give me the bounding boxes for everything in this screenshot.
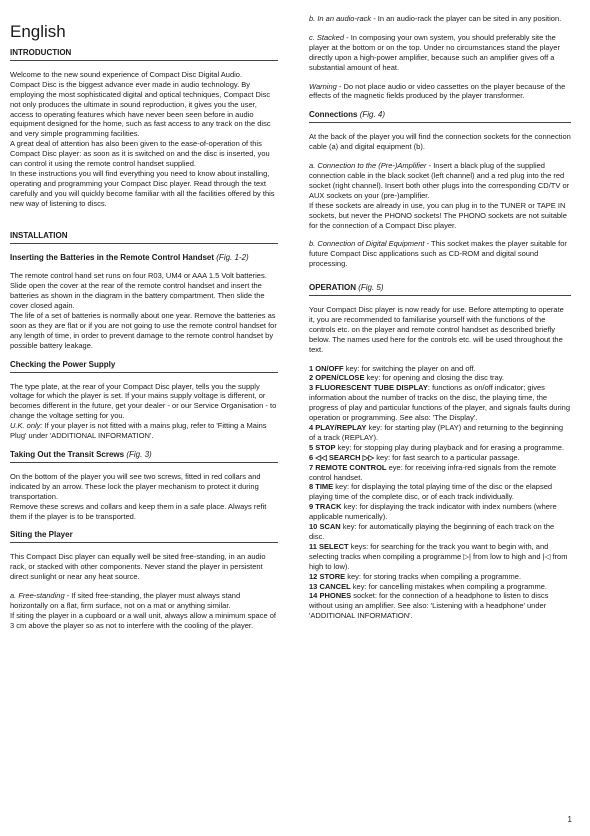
- heading-rule: [309, 122, 571, 123]
- intro-paragraph-4: In these instructions you will find everything you need to know about installing, operating and programming your Compact Disc player. Read through the text carefully and you will quickly become familiar with all the facilities offered by this new way of listening to discs.: [10, 168, 275, 208]
- batteries-paragraph-2: Slide open the cover at the rear of the remote control handset and insert the batteries as shown in the diagram in the battery compartment. Then slide the cover closed again.: [10, 281, 265, 311]
- control-item: [309, 423, 571, 443]
- warning-text: - Do not place audio or video cassettes on the player because of the effects of the magnetic fields produced by the player transformer.: [309, 81, 566, 101]
- control-description: key: for opening and closing the disc tray.: [364, 373, 504, 383]
- control-name: [309, 502, 342, 511]
- operation-heading: [309, 283, 571, 293]
- language-title: English: [10, 22, 66, 41]
- batteries-fig-ref: (Fig. 1-2): [216, 252, 249, 262]
- control-description: key: for starting play (PLAY) and returning to the beginning of a track (REPLAY).: [309, 423, 564, 442]
- control-label: TIME: [315, 482, 334, 492]
- control-description: socket: for the connection of a headphone to listen to discs without using an amplifier. See also: 'Listening with a headphone' under 'ADDITIONAL INFORMATION'.: [309, 591, 549, 621]
- control-number: 8: [309, 482, 314, 492]
- transit-screws-heading: [10, 450, 278, 460]
- free-standing-text: - If sited free-standing, the player must always stand horizontally on a flat, firm surface, not on a mat or anything similar.: [10, 591, 241, 610]
- stacked-label: c. Stacked: [309, 32, 345, 42]
- control-name: [309, 572, 345, 581]
- audio-rack-text: - In an audio-rack the player can be sited in any position.: [371, 14, 562, 23]
- control-name: [309, 423, 366, 432]
- control-item: [309, 443, 571, 453]
- right-column: [309, 14, 571, 621]
- control-number: 11: [309, 541, 317, 551]
- control-number: 4: [309, 423, 314, 432]
- page-number: 1: [567, 815, 572, 824]
- control-description: key: for automatically playing the beginning of each track on the disc.: [309, 522, 555, 541]
- control-description: key: for displaying the track indicator with index numbers (where applicable numerically).: [309, 502, 557, 522]
- control-number: 10: [309, 522, 318, 532]
- control-number: 12: [309, 571, 318, 581]
- control-name: [309, 373, 364, 382]
- heading-rule: [10, 372, 278, 373]
- control-number: 6: [309, 452, 314, 462]
- control-description: key: for fast search to a particular passage.: [374, 452, 520, 462]
- batteries-heading-text: Inserting the Batteries in the Remote Control Handset: [10, 252, 215, 262]
- digital-connection-paragraph: [309, 239, 571, 269]
- operation-fig-ref: (Fig. 5): [358, 283, 384, 293]
- power-paragraph-1: The type plate, at the rear of your Compact Disc player, tells you the supply voltage for which the player is set. If your mains supply voltage is different, or becomes different in the future, get your dealer - or our Service Organisation - to change the voltage setting for you.: [10, 381, 277, 421]
- power-supply-heading: Checking the Power Supply: [10, 359, 116, 369]
- control-label: OPEN/CLOSE: [315, 373, 365, 383]
- siting-cupboard-paragraph: If siting the player in a cupboard or a wall unit, always allow a minimum space of 3 cm above the player so as not to interfere with the cooling of the player.: [10, 610, 276, 630]
- amplifier-connection-paragraph-2: If these sockets are already in use, you can plug in to the TUNER or TAPE IN sockets, but never the PHONO sockets! The PHONO sockets are not suitable for the connection of a Compact Disc player.: [309, 200, 567, 230]
- control-label: TRACK: [315, 502, 342, 512]
- stacked-paragraph: [309, 33, 571, 73]
- warning-paragraph: [309, 82, 571, 102]
- batteries-heading: [10, 253, 278, 263]
- control-number: 9: [309, 502, 314, 512]
- control-description: key: for cancelling mistakes when compiling a programme.: [350, 581, 548, 591]
- control-label: STOP: [315, 442, 336, 452]
- transit-paragraph-1: On the bottom of the player you will see two screws, fitted in red collars and indicated by an arrow. These lock the player mechanism to protect it during transportation.: [10, 471, 261, 501]
- digital-connection-label: b. Connection of Digital Equipment: [309, 239, 425, 249]
- uk-only-label: U.K. only:: [10, 421, 43, 431]
- free-standing-label: a. Free-standing: [10, 591, 65, 601]
- power-uk-paragraph: [10, 421, 278, 441]
- control-label: SELECT: [319, 541, 349, 551]
- control-label: PHONES: [319, 591, 352, 601]
- stacked-text: - In composing your own system, you should preferably site the player at the bottom or on the top. Under no circumstances stand the player directly upon a high-power amplifier, because such an amplifier gives off a substantial amount of heat.: [309, 32, 560, 72]
- intro-paragraph-1: Welcome to the new sound experience of Compact Disc Digital Audio.: [10, 69, 243, 79]
- control-item: [309, 542, 571, 572]
- left-column: [10, 14, 278, 631]
- audio-rack-label: b. In an audio-rack: [309, 14, 372, 23]
- control-label: REMOTE CONTROL: [315, 462, 387, 472]
- control-description: keys: for searching for the track you want to begin with, and selecting tracks when compiling a programme ▷| from low to high and |◁ from high to low).: [309, 541, 568, 571]
- siting-paragraph-1: This Compact Disc player can equally well be sited free-standing, in an audio rack, or stacked with other components. Never stand the player in persistent direct sunlight or near any heat source.: [10, 552, 266, 582]
- control-number: 2: [309, 373, 314, 383]
- warning-label: Warning: [309, 81, 337, 91]
- transit-paragraph-2: Remove these screws and collars and keep them in a safe place. Always refit them if the player is to be transported.: [10, 501, 267, 521]
- control-description: key: for stopping play during playback and for erasing a programme.: [335, 442, 565, 452]
- heading-rule: [309, 295, 571, 296]
- siting-free-standing-paragraph: [10, 591, 278, 611]
- amplifier-connection-label: a. Connection to the (Pre-)Amplifier: [309, 161, 427, 171]
- control-label: ON/OFF: [315, 363, 344, 373]
- control-name: [309, 364, 344, 373]
- uk-only-text: If your player is not fitted with a mains plug, refer to 'Fitting a Mains Plug' under 'ADDITIONAL INFORMATION'.: [10, 421, 267, 441]
- control-number: 13: [309, 581, 318, 591]
- installation-heading: INSTALLATION: [10, 230, 68, 240]
- connections-heading: [309, 110, 571, 120]
- control-name: [309, 383, 428, 392]
- control-number: 5: [309, 442, 314, 452]
- heading-rule: [10, 542, 278, 543]
- control-item: [309, 572, 571, 582]
- control-item: [309, 373, 571, 383]
- control-number: 7: [309, 462, 314, 472]
- control-item: [309, 364, 571, 374]
- control-name: [309, 542, 349, 551]
- control-description: key: for switching the player on and off.: [343, 363, 476, 373]
- heading-rule: [10, 462, 278, 463]
- control-description: : functions as on/off indicator; gives information about the number of tracks on the disc, the playing time, the progress of play and particular functions of the player, and signals faults during operation or programming. See also: 'The Display'.: [309, 383, 570, 423]
- control-item: [309, 383, 571, 423]
- control-name: [309, 522, 341, 531]
- connections-fig-ref: (Fig. 4): [359, 110, 386, 120]
- control-label: FLUORESCENT TUBE DISPLAY: [315, 383, 428, 393]
- controls-list: [309, 364, 571, 622]
- control-item: [309, 502, 571, 522]
- operation-heading-text: OPERATION: [309, 283, 356, 293]
- control-description: key: for storing tracks when compiling a programme.: [345, 571, 522, 581]
- control-label: PLAY/REPLAY: [315, 423, 367, 432]
- control-item: [309, 582, 571, 592]
- control-name: [309, 463, 387, 472]
- connections-paragraph-1: At the back of the player you will find the connection sockets for the connection cable (a) and digital equipment (b).: [309, 132, 571, 152]
- control-item: [309, 591, 571, 621]
- control-item: [309, 522, 571, 542]
- transit-heading-text: Taking Out the Transit Screws: [10, 450, 125, 459]
- control-item: [309, 453, 571, 463]
- batteries-paragraph-3: The life of a set of batteries is normally about one year. Remove the batteries as soon as they are flat or if you are not going to use the remote control handset for any length of time, in order to prevent damage to the remote control handset by possible battery leakage.: [10, 311, 277, 350]
- siting-heading: Siting the Player: [10, 530, 73, 540]
- operation-paragraph-1: Your Compact Disc player is now ready for use. Before attempting to operate it, you are recommended to familiarise yourself with the functions of the controls etc. on the player and remote control handset as described briefly below. The names used here for the controls etc. will be used throughout the text.: [309, 305, 564, 354]
- control-description: key: for displaying the total playing time of the disc or the elapsed playing time of the complete disc, or of each track individually.: [309, 482, 553, 502]
- control-label: ◁◁ SEARCH ▷▷: [315, 452, 375, 462]
- control-label: STORE: [319, 571, 346, 581]
- control-number: 1: [309, 363, 314, 373]
- control-label: CANCEL: [319, 581, 351, 591]
- control-label: SCAN: [319, 522, 341, 532]
- control-number: 3: [309, 383, 314, 393]
- batteries-paragraph-1: The remote control hand set runs on four R03, UM4 or AAA 1.5 Volt batteries.: [10, 271, 267, 281]
- control-item: [309, 482, 571, 502]
- introduction-heading: INTRODUCTION: [10, 48, 72, 57]
- amplifier-connection-text: - Insert a black plug of the supplied connection cable in the black socket (left channel) and a red plug into the red socket (right channel). Insert both other plugs into the corresponding CD/TV or AUX sockets on your (pre-)amplifier.: [309, 161, 570, 200]
- control-name: [309, 443, 336, 452]
- control-description: eye: for receiving infra-red signals from the remote control handset.: [309, 462, 557, 482]
- control-name: [309, 591, 351, 600]
- control-item: [309, 463, 571, 483]
- control-name: [309, 582, 351, 591]
- transit-fig-ref: (Fig. 3): [126, 450, 152, 459]
- connections-heading-text: Connections: [309, 110, 358, 120]
- intro-paragraph-3: A great deal of attention has also been given to the ease-of-operation of this Compact Disc player: as soon as it is switched on and the disc is inserted, you can control it using the remote control handset supplied.: [10, 139, 270, 169]
- digital-connection-text: - This socket makes the player suitable for future Compact Disc applications such as CD-ROM and digital sound processing.: [309, 239, 567, 269]
- intro-paragraph-2: Compact Disc is the biggest advance ever made in audio technology. By employing the most sophisticated digital and optical techniques, Compact Disc not only produces the ultimate in sound reproduction, it gives you the user, access to operating features which have never been seen before in audio equipment designed for the home, such as fast access to any track on the disc and very simple programming facilities.: [10, 79, 271, 139]
- heading-rule: [10, 60, 278, 61]
- control-number: 14: [309, 591, 318, 601]
- audio-rack-paragraph: [309, 14, 571, 24]
- control-name: [309, 482, 333, 491]
- control-name: [309, 453, 374, 462]
- amplifier-connection-paragraph: [309, 161, 571, 201]
- heading-rule: [10, 243, 278, 244]
